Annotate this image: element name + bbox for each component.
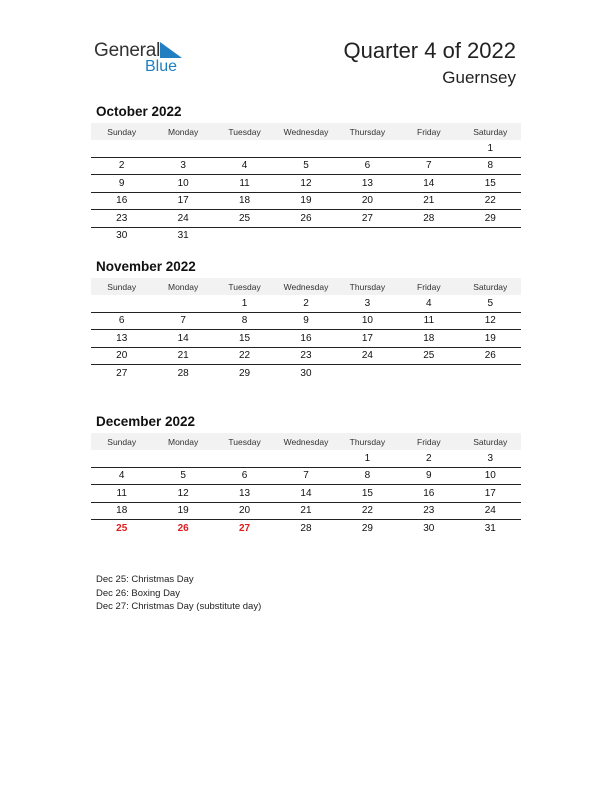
day-cell: 20	[337, 192, 398, 210]
day-cell: 10	[337, 312, 398, 330]
weekday-header: Saturday	[460, 278, 521, 295]
day-cell: 3	[460, 450, 521, 467]
logo-general-text: General	[94, 40, 161, 61]
day-cell: 24	[152, 210, 213, 228]
day-cell: 13	[214, 485, 275, 503]
weekday-header: Sunday	[91, 123, 152, 140]
day-cell: 9	[398, 467, 459, 485]
day-cell: 28	[300, 522, 312, 534]
week-row	[91, 227, 521, 244]
day-cell: 18	[214, 192, 275, 210]
weekday-header: Monday	[152, 278, 213, 295]
day-cell: 4	[398, 295, 459, 312]
logo	[94, 40, 194, 80]
day-cell: 29	[361, 522, 373, 534]
day-cell	[91, 140, 152, 157]
day-cell: 30	[423, 522, 435, 534]
day-cell: 13	[337, 175, 398, 193]
weekday-header: Tuesday	[214, 278, 275, 295]
day-cell: 23	[275, 347, 336, 365]
day-cell: 1	[214, 295, 275, 312]
day-cell	[337, 140, 398, 157]
day-cell	[91, 450, 152, 467]
day-cell	[152, 140, 213, 157]
day-cell: 6	[337, 157, 398, 175]
day-cell: 3	[337, 295, 398, 312]
day-cell: 14	[398, 175, 459, 193]
day-cell: 1	[337, 450, 398, 467]
month-october	[91, 103, 521, 244]
week-row	[91, 467, 521, 485]
day-cell: 23	[91, 210, 152, 228]
day-cell	[337, 365, 398, 382]
week-row	[91, 192, 521, 210]
day-cell: 18	[398, 330, 459, 348]
weekday-header: Sunday	[91, 433, 152, 450]
day-cell: 22	[460, 192, 521, 210]
day-cell	[275, 140, 336, 157]
holiday-notes	[96, 573, 261, 614]
day-cell: 16	[275, 330, 336, 348]
day-cell: 9	[91, 175, 152, 193]
day-cell	[460, 227, 521, 244]
holiday-note: Dec 26: Boxing Day	[96, 587, 180, 599]
day-cell	[398, 140, 459, 157]
day-cell: 4	[91, 467, 152, 485]
day-cell: 25	[116, 522, 128, 534]
day-cell: 27	[337, 210, 398, 228]
day-cell: 19	[152, 502, 213, 520]
day-cell: 9	[275, 312, 336, 330]
day-cell: 8	[460, 157, 521, 175]
week-row	[91, 175, 521, 193]
day-cell: 4	[214, 157, 275, 175]
weekday-header: Saturday	[460, 433, 521, 450]
day-cell	[91, 295, 152, 312]
holiday-note: Dec 27: Christmas Day (substitute day)	[96, 601, 262, 612]
day-cell: 3	[152, 157, 213, 175]
weekday-header-row	[91, 278, 521, 295]
week-row	[91, 450, 521, 467]
day-cell: 7	[398, 157, 459, 175]
day-cell: 11	[91, 485, 152, 503]
month-november	[91, 258, 521, 382]
month-title: December 2022	[96, 414, 196, 429]
week-row	[91, 210, 521, 228]
day-cell: 13	[91, 330, 152, 348]
day-cell	[398, 227, 459, 244]
weekday-header: Sunday	[91, 278, 152, 295]
day-cell: 27	[116, 367, 128, 379]
day-cell: 8	[337, 467, 398, 485]
month-december	[91, 413, 521, 537]
day-cell: 21	[152, 347, 213, 365]
day-cell	[275, 227, 336, 244]
day-cell: 22	[214, 347, 275, 365]
day-cell: 15	[460, 175, 521, 193]
weekday-header: Friday	[398, 123, 459, 140]
day-cell: 21	[275, 502, 336, 520]
day-cell: 31	[484, 522, 496, 534]
day-cell: 18	[91, 502, 152, 520]
day-cell: 15	[214, 330, 275, 348]
day-cell	[460, 365, 521, 382]
week-row	[91, 157, 521, 175]
page-subtitle: Guernsey	[442, 68, 516, 87]
day-cell: 2	[275, 295, 336, 312]
day-cell: 28	[177, 367, 189, 379]
week-row	[91, 312, 521, 330]
day-cell: 26	[275, 210, 336, 228]
day-cell: 12	[460, 312, 521, 330]
day-cell: 6	[214, 467, 275, 485]
weekday-header: Tuesday	[214, 433, 275, 450]
day-cell: 16	[91, 192, 152, 210]
day-cell	[214, 140, 275, 157]
day-cell: 14	[152, 330, 213, 348]
weekday-header: Thursday	[337, 278, 398, 295]
logo-blue-text: Blue	[145, 58, 178, 75]
day-cell: 2	[398, 450, 459, 467]
day-cell: 8	[214, 312, 275, 330]
day-cell: 29	[238, 367, 251, 379]
week-row	[91, 330, 521, 348]
weekday-header-row	[91, 123, 521, 140]
day-cell: 17	[460, 485, 521, 503]
weekday-header: Thursday	[337, 433, 398, 450]
weekday-header: Monday	[152, 123, 213, 140]
day-cell: 26	[460, 347, 521, 365]
day-cell: 11	[214, 175, 275, 193]
day-cell: 25	[214, 210, 275, 228]
weekday-header: Wednesday	[275, 278, 336, 295]
day-cell	[214, 450, 275, 467]
day-cell: 1	[460, 140, 521, 157]
day-cell: 23	[398, 502, 459, 520]
day-cell	[152, 295, 213, 312]
weekday-header: Friday	[398, 278, 459, 295]
day-cell: 30	[300, 367, 312, 379]
day-cell: 19	[460, 330, 521, 348]
day-cell: 5	[275, 157, 336, 175]
week-row	[91, 485, 521, 503]
day-cell: 11	[398, 312, 459, 330]
day-cell: 6	[91, 312, 152, 330]
week-row	[91, 140, 521, 157]
day-cell: 25	[398, 347, 459, 365]
day-cell: 28	[398, 210, 459, 228]
day-cell: 22	[337, 502, 398, 520]
day-cell: 20	[91, 347, 152, 365]
calendar-table	[91, 433, 521, 537]
day-cell: 17	[152, 192, 213, 210]
day-cell: 27	[238, 522, 251, 534]
day-cell: 17	[337, 330, 398, 348]
day-cell: 31	[177, 230, 189, 242]
day-cell: 24	[337, 347, 398, 365]
day-cell: 15	[337, 485, 398, 503]
day-cell: 14	[275, 485, 336, 503]
holiday-note: Dec 25: Christmas Day	[96, 574, 194, 585]
month-title: November 2022	[96, 259, 196, 274]
day-cell: 5	[152, 467, 213, 485]
logo-triangle-icon	[160, 42, 182, 58]
weekday-header: Friday	[398, 433, 459, 450]
day-cell	[152, 450, 213, 467]
weekday-header-row	[91, 433, 521, 450]
week-row	[91, 520, 521, 537]
day-cell: 2	[91, 157, 152, 175]
day-cell: 16	[398, 485, 459, 503]
weekday-header: Wednesday	[275, 433, 336, 450]
day-cell: 10	[460, 467, 521, 485]
day-cell	[398, 365, 459, 382]
week-row	[91, 502, 521, 520]
day-cell: 5	[460, 295, 521, 312]
month-title: October 2022	[96, 104, 182, 119]
day-cell: 12	[275, 175, 336, 193]
weekday-header: Saturday	[460, 123, 521, 140]
day-cell	[275, 450, 336, 467]
calendar-table	[91, 123, 521, 244]
day-cell: 30	[116, 230, 128, 242]
weekday-header: Tuesday	[214, 123, 275, 140]
day-cell: 10	[152, 175, 213, 193]
day-cell: 7	[275, 467, 336, 485]
calendar-table	[91, 278, 521, 382]
weekday-header: Thursday	[337, 123, 398, 140]
day-cell: 20	[214, 502, 275, 520]
day-cell: 7	[152, 312, 213, 330]
week-row	[91, 365, 521, 382]
weekday-header: Monday	[152, 433, 213, 450]
day-cell: 29	[460, 210, 521, 228]
weekday-header: Wednesday	[275, 123, 336, 140]
day-cell: 12	[152, 485, 213, 503]
day-cell	[214, 227, 275, 244]
day-cell: 21	[398, 192, 459, 210]
day-cell: 24	[460, 502, 521, 520]
week-row	[91, 295, 521, 312]
day-cell: 19	[275, 192, 336, 210]
week-row	[91, 347, 521, 365]
day-cell: 26	[177, 522, 189, 534]
day-cell	[337, 227, 398, 244]
page-title: Quarter 4 of 2022	[343, 38, 516, 63]
